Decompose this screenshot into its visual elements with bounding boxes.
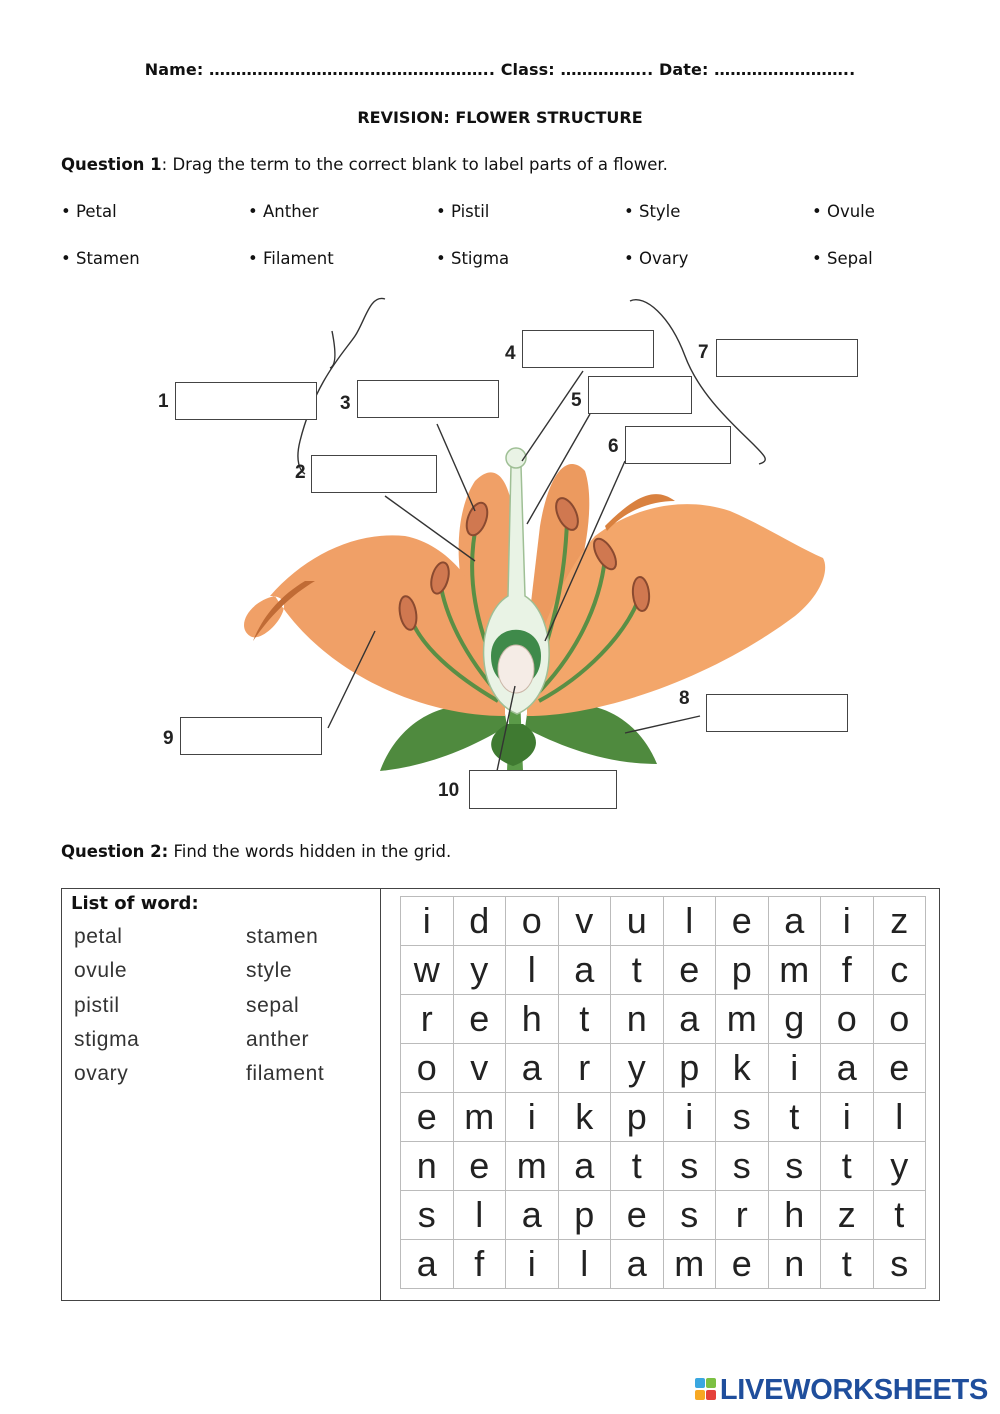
grid-cell[interactable]: r <box>716 1191 769 1240</box>
worksheet-title: REVISION: FLOWER STRUCTURE <box>357 108 643 127</box>
grid-cell[interactable]: a <box>401 1240 454 1289</box>
grid-cell[interactable]: k <box>716 1044 769 1093</box>
grid-cell[interactable]: e <box>611 1191 664 1240</box>
grid-cell[interactable]: y <box>873 1142 926 1191</box>
grid-cell[interactable]: z <box>873 897 926 946</box>
label-number-7: 7 <box>698 342 709 363</box>
grid-cell[interactable]: t <box>558 995 611 1044</box>
grid-cell[interactable]: k <box>558 1093 611 1142</box>
grid-cell[interactable]: h <box>506 995 559 1044</box>
grid-row <box>401 1093 926 1142</box>
grid-cell[interactable]: a <box>821 1044 874 1093</box>
question-1-label: Question 1 <box>61 155 162 174</box>
answer-blank-4[interactable] <box>522 330 654 368</box>
grid-cell[interactable]: e <box>401 1093 454 1142</box>
grid-cell[interactable]: e <box>873 1044 926 1093</box>
grid-cell[interactable]: e <box>453 1142 506 1191</box>
term-stigma[interactable]: • Stigma <box>436 249 510 268</box>
grid-cell[interactable]: c <box>873 946 926 995</box>
grid-cell[interactable]: l <box>663 897 716 946</box>
grid-cell[interactable]: g <box>768 995 821 1044</box>
term-filament[interactable]: • Filament <box>248 249 334 268</box>
grid-cell[interactable]: v <box>453 1044 506 1093</box>
word-list-item: pistil <box>74 994 120 1017</box>
grid-cell[interactable]: a <box>558 946 611 995</box>
grid-row <box>401 995 926 1044</box>
grid-cell[interactable]: o <box>821 995 874 1044</box>
word-list-title: List of word: <box>71 893 199 914</box>
grid-cell[interactable]: i <box>663 1093 716 1142</box>
term-ovule[interactable]: • Ovule <box>812 202 875 221</box>
word-list-item: ovule <box>74 959 128 982</box>
grid-cell[interactable]: m <box>506 1142 559 1191</box>
grid-cell[interactable]: m <box>716 995 769 1044</box>
grid-cell[interactable]: t <box>611 946 664 995</box>
grid-cell[interactable]: l <box>453 1191 506 1240</box>
label-number-1: 1 <box>158 391 169 412</box>
label-number-2: 2 <box>295 462 306 483</box>
label-number-3: 3 <box>340 393 351 414</box>
grid-cell[interactable]: t <box>873 1191 926 1240</box>
label-number-9: 9 <box>163 728 174 749</box>
grid-cell[interactable]: t <box>611 1142 664 1191</box>
grid-cell[interactable]: s <box>716 1093 769 1142</box>
term-stamen[interactable]: • Stamen <box>61 249 140 268</box>
grid-cell[interactable]: w <box>401 946 454 995</box>
grid-cell[interactable]: y <box>453 946 506 995</box>
grid-cell[interactable]: v <box>558 897 611 946</box>
grid-cell[interactable]: l <box>558 1240 611 1289</box>
word-list-item: stamen <box>246 925 319 948</box>
grid-cell[interactable]: e <box>453 995 506 1044</box>
term-ovary[interactable]: • Ovary <box>624 249 689 268</box>
grid-row <box>401 946 926 995</box>
grid-cell[interactable]: p <box>716 946 769 995</box>
grid-cell[interactable]: o <box>873 995 926 1044</box>
answer-blank-5[interactable] <box>588 376 692 414</box>
answer-blank-6[interactable] <box>625 426 731 464</box>
grid-row <box>401 1191 926 1240</box>
liveworksheets-logo <box>695 1372 988 1408</box>
grid-cell[interactable]: z <box>821 1191 874 1240</box>
grid-cell[interactable]: e <box>716 897 769 946</box>
grid-cell[interactable]: f <box>453 1240 506 1289</box>
grid-cell[interactable]: t <box>821 1240 874 1289</box>
term-pistil[interactable]: • Pistil <box>436 202 490 221</box>
logo-icon <box>695 1378 717 1402</box>
grid-row <box>401 1142 926 1191</box>
grid-cell[interactable]: l <box>506 946 559 995</box>
word-list-item: style <box>246 959 293 982</box>
grid-cell[interactable]: n <box>768 1240 821 1289</box>
grid-cell[interactable]: p <box>611 1093 664 1142</box>
grid-cell[interactable]: a <box>611 1240 664 1289</box>
word-list-item: petal <box>74 925 123 948</box>
answer-blank-1[interactable] <box>175 382 317 420</box>
grid-cell[interactable]: t <box>768 1093 821 1142</box>
grid-cell[interactable]: i <box>821 1093 874 1142</box>
word-list-item: sepal <box>246 994 300 1017</box>
grid-cell[interactable]: a <box>506 1191 559 1240</box>
grid-cell[interactable]: e <box>663 946 716 995</box>
grid-cell[interactable]: m <box>663 1240 716 1289</box>
grid-cell[interactable]: i <box>821 897 874 946</box>
question-2-label: Question 2: <box>61 842 169 861</box>
label-number-8: 8 <box>679 688 690 709</box>
grid-cell[interactable]: s <box>663 1142 716 1191</box>
grid-cell[interactable]: p <box>558 1191 611 1240</box>
answer-blank-8[interactable] <box>706 694 848 732</box>
grid-cell[interactable]: a <box>768 897 821 946</box>
grid-cell[interactable]: i <box>401 897 454 946</box>
answer-blank-7[interactable] <box>716 339 858 377</box>
grid-cell[interactable]: u <box>611 897 664 946</box>
word-list-item: ovary <box>74 1062 129 1085</box>
grid-cell[interactable]: i <box>506 1240 559 1289</box>
grid-cell[interactable]: n <box>401 1142 454 1191</box>
grid-cell[interactable]: m <box>453 1093 506 1142</box>
student-info-line: Name: …………………………………………….. Class: …………….. Date: …………………….. <box>144 60 856 79</box>
flower-diagram <box>155 296 867 816</box>
word-list-item: filament <box>246 1062 325 1085</box>
grid-cell[interactable]: s <box>716 1142 769 1191</box>
grid-cell[interactable]: f <box>821 946 874 995</box>
grid-cell[interactable]: s <box>873 1240 926 1289</box>
grid-cell[interactable]: s <box>401 1191 454 1240</box>
question-2-prompt <box>61 842 451 861</box>
answer-blank-3[interactable] <box>357 380 499 418</box>
grid-cell[interactable]: t <box>821 1142 874 1191</box>
grid-cell[interactable]: p <box>663 1044 716 1093</box>
term-petal[interactable]: • Petal <box>61 202 117 221</box>
word-list-item: anther <box>246 1028 310 1051</box>
grid-cell[interactable]: m <box>768 946 821 995</box>
grid-cell[interactable]: s <box>663 1191 716 1240</box>
grid-cell[interactable]: a <box>663 995 716 1044</box>
brand-name: LIVEWORKSHEETS <box>719 1373 988 1406</box>
word-search-grid <box>400 896 926 1289</box>
grid-cell[interactable]: o <box>506 897 559 946</box>
word-list-item: stigma <box>74 1028 140 1051</box>
term-style[interactable]: • Style <box>624 202 681 221</box>
label-number-5: 5 <box>571 390 582 411</box>
grid-cell[interactable]: h <box>768 1191 821 1240</box>
grid-cell[interactable]: s <box>768 1142 821 1191</box>
answer-blank-10[interactable] <box>469 770 617 809</box>
grid-cell[interactable]: i <box>506 1093 559 1142</box>
term-sepal[interactable]: • Sepal <box>812 249 873 268</box>
answer-blank-9[interactable] <box>180 717 322 755</box>
grid-row <box>401 1240 926 1289</box>
answer-blank-2[interactable] <box>311 455 437 493</box>
label-number-6: 6 <box>608 436 619 457</box>
grid-cell[interactable]: n <box>611 995 664 1044</box>
grid-cell[interactable]: y <box>611 1044 664 1093</box>
grid-row <box>401 1044 926 1093</box>
label-number-4: 4 <box>505 343 516 364</box>
grid-cell[interactable]: r <box>558 1044 611 1093</box>
grid-cell[interactable]: r <box>401 995 454 1044</box>
grid-cell[interactable]: l <box>873 1093 926 1142</box>
grid-cell[interactable]: d <box>453 897 506 946</box>
question-2-text: Find the words hidden in the grid. <box>168 842 452 861</box>
grid-cell[interactable]: o <box>401 1044 454 1093</box>
grid-row <box>401 897 926 946</box>
panel-divider <box>380 889 381 1300</box>
word-search-panel <box>61 888 940 1301</box>
question-1-prompt <box>61 155 668 174</box>
grid-cell[interactable]: a <box>506 1044 559 1093</box>
grid-cell[interactable]: i <box>768 1044 821 1093</box>
grid-cell[interactable]: e <box>716 1240 769 1289</box>
grid-cell[interactable]: a <box>558 1142 611 1191</box>
term-anther[interactable]: • Anther <box>248 202 319 221</box>
label-number-10: 10 <box>438 780 460 801</box>
question-1-text: : Drag the term to the correct blank to label parts of a flower. <box>161 155 668 174</box>
